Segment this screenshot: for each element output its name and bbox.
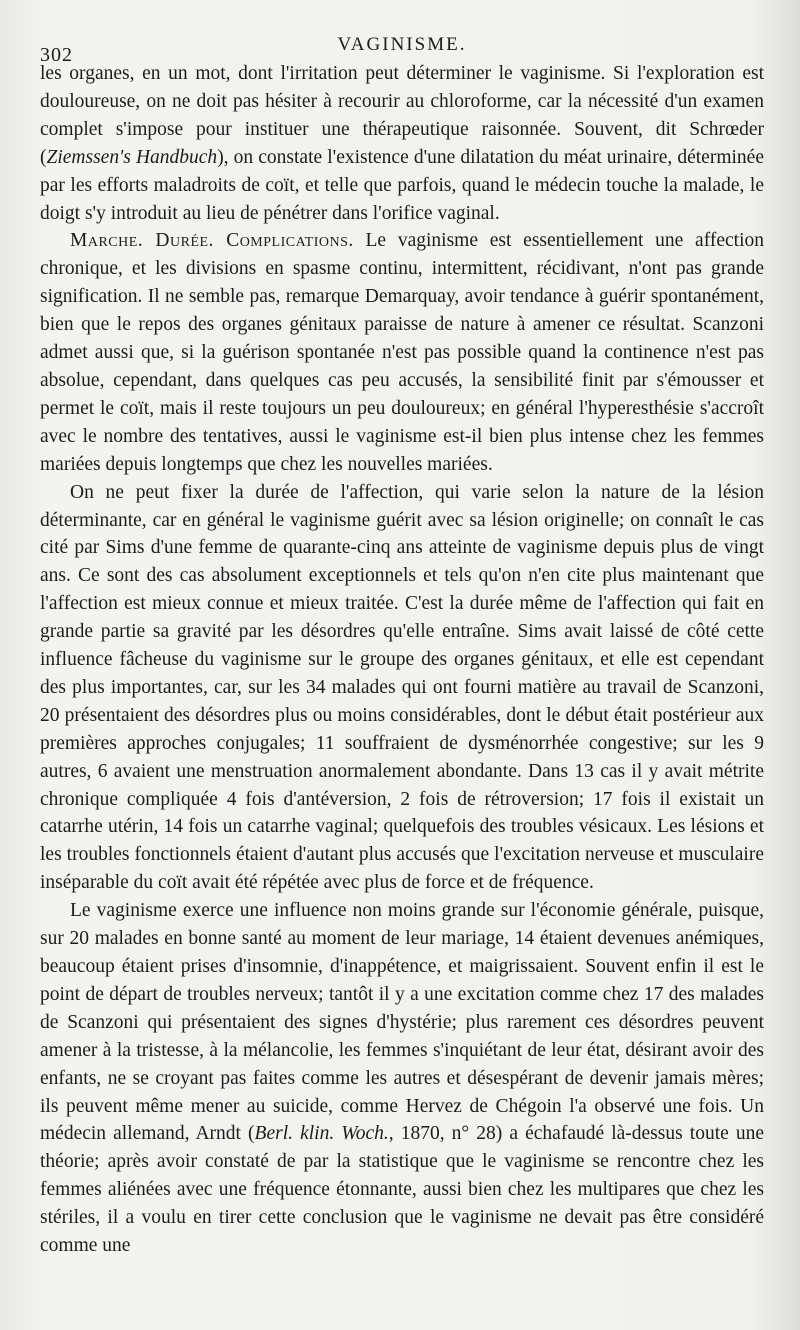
running-title: VAGINISME. [337, 34, 467, 55]
text-run: Le vaginisme est essentiellement une affection chronique, et les divisions en spasme continu, intermittent, récidivant, n'ont pas grande signification. Il ne semble pas, remarque Demarquay, avoir tendance à guérir spontanément, bien que le repos des organes génitaux paraisse de nature à amener ce résultat. Scanzoni admet aussi que, si la guérison spontanée n'est pas possible quand la continence n'est pas absolue, cependant, dans quelques cas peu accusés, la sensibilité finit par s'émousser et permet le coït, mais il reste toujours un peu douloureux; en général l'hyperesthésie s'accroît avec le nombre des tentatives, aussi le vaginisme est-il bien plus intense chez les femmes mariées depuis longtemps que chez les nouvelles mariées. [40, 230, 764, 475]
citation-berl-klin: Berl. klin. Woch. [254, 1123, 389, 1145]
paragraph-influence-generale [40, 897, 764, 1260]
paragraph-exploration [40, 60, 764, 227]
text-run: On ne peut fixer la durée de l'affection, qui varie selon la nature de la lésion déterminante, car en général le vaginisme guérit avec sa lésion originelle; on connaît le cas cité par Sims d'une femme de quarante-cinq ans atteinte de vaginisme depuis plus de vingt ans. Ce sont des cas absolument exceptionnels et tels qu'on n'en cite plus maintenant que l'affection est mieux connue et mieux traitée. C'est la durée même de l'affection qui fait en grande partie sa gravité par les désordres qu'elle entraîne. Sims avait laissé de côté cette influence fâcheuse du vaginisme sur le groupe des organes génitaux, et elle est cependant des plus importantes, car, sur les 34 malades qui ont fourni matière au travail de Scanzoni, 20 présentaient des désordres plus ou moins considérables, dont le début était postérieur aux premières approches conjugales; 11 souffraient de dysménorrhée congestive; sur les 9 autres, 6 avaient une menstruation anormalement abondante. Dans 13 cas il y avait métrite chronique compliquée 4 fois d'antéversion, 2 fois de rétroversion; 17 fois il existait un catarrhe utérin, 14 fois un catarrhe vaginal; quelquefois des troubles vésicaux. Les lésions et les troubles fonctionnels étaient d'autant plus accusés que l'excitation nerveuse et musculaire inséparable du coït avait été répétée avec plus de force et de fréquence. [40, 481, 764, 894]
paragraph-marche-duree [40, 227, 764, 478]
text-run: , 1870, n° 28) a échafaudé là-dessus toute une théorie; après avoir constaté de par la statistique que le vaginisme se rencontre chez les femmes aliénées avec une fréquence étonnante, aussi bien chez les multipares que chez les stériles, il a voulu en tirer cette conclusion que le vaginisme ne devait pas être considéré comme une [40, 1123, 764, 1257]
page-header [40, 30, 764, 66]
paragraph-duree [40, 479, 764, 898]
body-text [40, 60, 764, 1260]
page-number: 302 [40, 44, 73, 66]
section-heading: Marche. Durée. Complications. [70, 230, 354, 252]
citation-ziemssen: Ziemssen's Handbuch [46, 146, 218, 168]
text-run: ), on constate l'existence d'une dilatation du méat urinaire, déterminée par les efforts maladroits de coït, et telle que parfois, quand le médecin touche la malade, le doigt s'y introduit au lieu de pénétrer dans l'orifice vaginal. [40, 146, 764, 224]
text-run: les organes, en un mot, dont l'irritation peut déterminer le vaginisme. Si l'exploration est douloureuse, on ne doit pas hésiter à recourir au chloroforme, car la nécessité d'un examen complet s'impose pour instituer une thérapeutique raisonnée. Souvent, dit Schrœder ( [40, 63, 764, 168]
text-run: Le vaginisme exerce une influence non moins grande sur l'économie générale, puisque, sur 20 malades en bonne santé au moment de leur mariage, 14 étaient devenues anémiques, beaucoup étaient prises d'insomnie, d'inappétence, et maigrissaient. Souvent enfin il est le point de départ de troubles nerveux; tantôt il y a une excitation comme chez 17 des malades de Scanzoni qui présentaient des signes d'hystérie; plus rarement ces désordres peuvent amener à la tristesse, à la mélancolie, les femmes s'inquiétant de leur état, désirant avoir des enfants, ne se croyant pas faites comme les autres et désespérant de devenir jamais mères; ils peuvent même mener au suicide, comme Hervez de Chégoin l'a observé une fois. Un médecin allemand, Arndt ( [40, 900, 764, 1145]
